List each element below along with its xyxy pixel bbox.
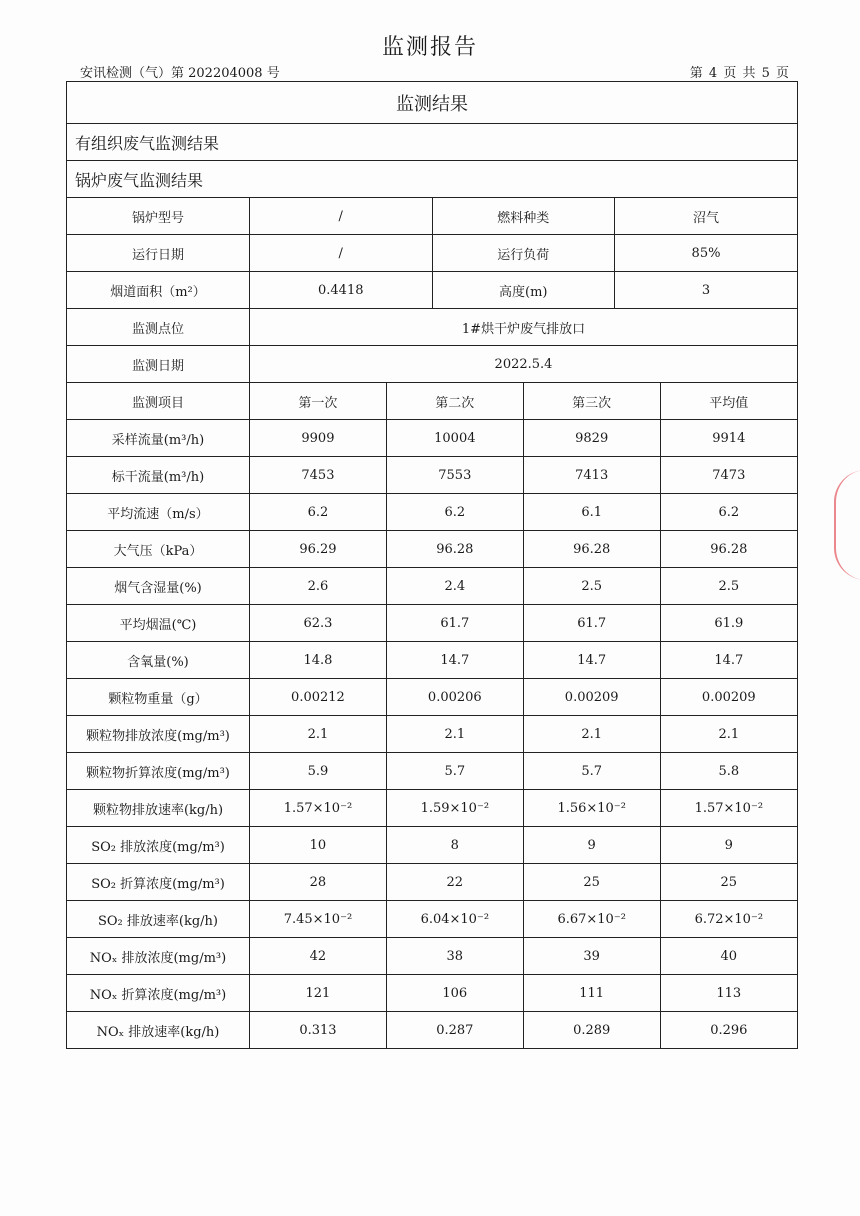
row-item-label: SO₂ 折算浓度(mg/m³): [67, 864, 250, 901]
row-value-v1: 62.3: [250, 605, 387, 642]
row-value-v3: 9829: [523, 420, 660, 457]
row-value-v3: 1.56×10⁻²: [523, 790, 660, 827]
row-value-v1: 0.00212: [250, 679, 387, 716]
row-item-label: NOₓ 排放浓度(mg/m³): [67, 938, 250, 975]
table-row: [67, 827, 797, 864]
row-value-v3: 25: [523, 864, 660, 901]
row-value-avg: 9: [660, 827, 797, 864]
row-value-v3: 6.1: [523, 494, 660, 531]
column-header: 第二次: [386, 383, 523, 420]
row-value-v1: 6.2: [250, 494, 387, 531]
row-value-v1: 7.45×10⁻²: [250, 901, 387, 938]
table-row: [67, 938, 797, 975]
row-item-label: NOₓ 排放速率(kg/h): [67, 1012, 250, 1049]
table-row: [67, 901, 797, 938]
monitoring-point-value: 1#烘干炉废气排放口: [250, 309, 798, 346]
row-value-v2: 6.2: [386, 494, 523, 531]
row-value-avg: 113: [660, 975, 797, 1012]
column-header: 平均值: [660, 383, 797, 420]
row-value-v3: 6.67×10⁻²: [523, 901, 660, 938]
row-value-v1: 121: [250, 975, 387, 1012]
boiler-model-label: 锅炉型号: [67, 198, 250, 235]
table-row: [67, 975, 797, 1012]
boiler-info-table: [67, 198, 797, 383]
measurement-rows: [67, 420, 797, 1049]
run-date-value: /: [250, 235, 433, 272]
row-value-v3: 7413: [523, 457, 660, 494]
row-value-v3: 111: [523, 975, 660, 1012]
info-row: [67, 198, 797, 235]
table-row: [67, 457, 797, 494]
row-value-v2: 1.59×10⁻²: [386, 790, 523, 827]
height-label: 高度(m): [432, 272, 615, 309]
row-value-v1: 10: [250, 827, 387, 864]
row-value-v1: 2.6: [250, 568, 387, 605]
row-value-v2: 2.4: [386, 568, 523, 605]
row-item-label: 烟气含湿量(%): [67, 568, 250, 605]
measurement-table: [67, 383, 797, 1049]
row-value-v2: 2.1: [386, 716, 523, 753]
table-header-row: [67, 383, 797, 420]
table-row: [67, 568, 797, 605]
row-value-v2: 8: [386, 827, 523, 864]
row-value-v3: 0.00209: [523, 679, 660, 716]
column-header: 监测项目: [67, 383, 250, 420]
row-item-label: 标干流量(m³/h): [67, 457, 250, 494]
row-value-avg: 61.9: [660, 605, 797, 642]
row-value-v2: 0.287: [386, 1012, 523, 1049]
row-item-label: 颗粒物排放浓度(mg/m³): [67, 716, 250, 753]
row-value-v1: 28: [250, 864, 387, 901]
row-value-v2: 14.7: [386, 642, 523, 679]
row-value-avg: 6.2: [660, 494, 797, 531]
row-value-v3: 2.1: [523, 716, 660, 753]
row-value-v2: 5.7: [386, 753, 523, 790]
row-value-v3: 61.7: [523, 605, 660, 642]
row-item-label: SO₂ 排放速率(kg/h): [67, 901, 250, 938]
row-item-label: 平均流速（m/s）: [67, 494, 250, 531]
row-value-avg: 25: [660, 864, 797, 901]
load-label: 运行负荷: [432, 235, 615, 272]
results-title: 监测结果: [67, 82, 797, 124]
row-value-avg: 7473: [660, 457, 797, 494]
monitoring-date-label: 监测日期: [67, 346, 250, 383]
table-row: [67, 494, 797, 531]
row-value-v1: 1.57×10⁻²: [250, 790, 387, 827]
row-value-v3: 14.7: [523, 642, 660, 679]
row-value-v2: 7553: [386, 457, 523, 494]
table-row: [67, 790, 797, 827]
fuel-type-value: 沼气: [615, 198, 798, 235]
monitoring-date-value: 2022.5.4: [250, 346, 798, 383]
row-value-v3: 9: [523, 827, 660, 864]
row-value-v2: 0.00206: [386, 679, 523, 716]
run-date-label: 运行日期: [67, 235, 250, 272]
page-indicator: 第 4 页 共 5 页: [689, 66, 790, 81]
row-value-v1: 7453: [250, 457, 387, 494]
row-value-avg: 0.296: [660, 1012, 797, 1049]
row-value-v1: 5.9: [250, 753, 387, 790]
row-value-avg: 14.7: [660, 642, 797, 679]
results-frame: [66, 81, 798, 1049]
row-value-v1: 42: [250, 938, 387, 975]
table-row: [67, 531, 797, 568]
row-value-v3: 5.7: [523, 753, 660, 790]
fuel-type-label: 燃料种类: [432, 198, 615, 235]
row-value-avg: 9914: [660, 420, 797, 457]
flue-area-value: 0.4418: [250, 272, 433, 309]
table-row: [67, 864, 797, 901]
monitoring-point-label: 监测点位: [67, 309, 250, 346]
row-value-v2: 6.04×10⁻²: [386, 901, 523, 938]
info-row: [67, 346, 797, 383]
row-value-v1: 9909: [250, 420, 387, 457]
table-row: [67, 1012, 797, 1049]
row-value-v1: 14.8: [250, 642, 387, 679]
table-row: [67, 716, 797, 753]
row-value-v2: 61.7: [386, 605, 523, 642]
row-item-label: 含氧量(%): [67, 642, 250, 679]
row-value-v1: 2.1: [250, 716, 387, 753]
row-value-v2: 22: [386, 864, 523, 901]
table-row: [67, 420, 797, 457]
row-item-label: 采样流量(m³/h): [67, 420, 250, 457]
info-row: [67, 272, 797, 309]
row-item-label: SO₂ 排放浓度(mg/m³): [67, 827, 250, 864]
row-value-v2: 106: [386, 975, 523, 1012]
report-number: 安讯检测（气）第 202204008 号: [80, 66, 280, 81]
row-value-v3: 39: [523, 938, 660, 975]
row-value-v2: 10004: [386, 420, 523, 457]
row-item-label: 大气压（kPa）: [67, 531, 250, 568]
boiler-emission-title: 锅炉废气监测结果: [67, 161, 797, 198]
row-value-v2: 38: [386, 938, 523, 975]
row-value-v3: 96.28: [523, 531, 660, 568]
column-header: 第三次: [523, 383, 660, 420]
boiler-model-value: /: [250, 198, 433, 235]
row-value-v3: 2.5: [523, 568, 660, 605]
flue-area-label: 烟道面积（m²）: [67, 272, 250, 309]
row-value-avg: 40: [660, 938, 797, 975]
height-value: 3: [615, 272, 798, 309]
row-item-label: 平均烟温(℃): [67, 605, 250, 642]
row-value-avg: 96.28: [660, 531, 797, 568]
red-seal-stamp: [834, 470, 860, 580]
table-row: [67, 605, 797, 642]
load-value: 85%: [615, 235, 798, 272]
document-title: 监测报告: [381, 35, 478, 60]
row-value-avg: 1.57×10⁻²: [660, 790, 797, 827]
column-header: 第一次: [250, 383, 387, 420]
row-item-label: 颗粒物排放速率(kg/h): [67, 790, 250, 827]
row-value-avg: 0.00209: [660, 679, 797, 716]
row-value-avg: 2.1: [660, 716, 797, 753]
info-row: [67, 309, 797, 346]
row-item-label: 颗粒物重量（g）: [67, 679, 250, 716]
row-value-v1: 96.29: [250, 531, 387, 568]
row-value-avg: 5.8: [660, 753, 797, 790]
organized-emission-title: 有组织废气监测结果: [67, 124, 797, 161]
table-row: [67, 642, 797, 679]
row-item-label: NOₓ 折算浓度(mg/m³): [67, 975, 250, 1012]
row-value-avg: 2.5: [660, 568, 797, 605]
table-row: [67, 679, 797, 716]
row-value-v2: 96.28: [386, 531, 523, 568]
row-value-v1: 0.313: [250, 1012, 387, 1049]
row-value-avg: 6.72×10⁻²: [660, 901, 797, 938]
row-item-label: 颗粒物折算浓度(mg/m³): [67, 753, 250, 790]
info-row: [67, 235, 797, 272]
table-row: [67, 753, 797, 790]
row-value-v3: 0.289: [523, 1012, 660, 1049]
